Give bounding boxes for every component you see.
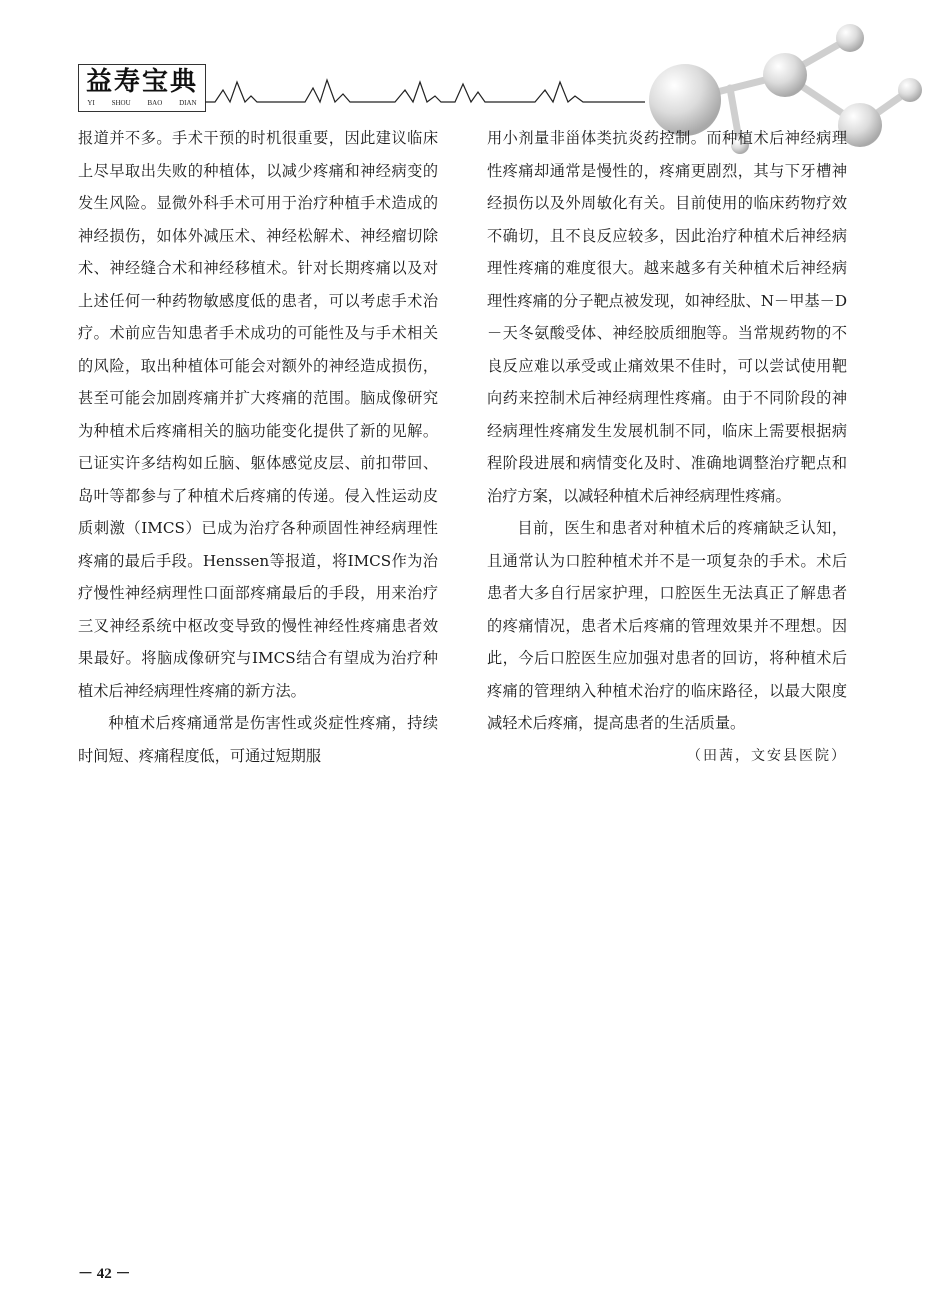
page-header xyxy=(0,0,950,130)
author-signature: （田茜，文安县医院） xyxy=(687,747,847,764)
logo-pinyin-syllable: DIAN xyxy=(179,99,197,107)
logo-pinyin-syllable: YI xyxy=(87,99,95,107)
article-paragraph: 种植术后疼痛通常是伤害性或炎症性疼痛，持续时间短、疼痛程度低，可通过短期服 xyxy=(78,714,438,765)
logo-pinyin xyxy=(79,99,205,107)
logo-pinyin-syllable: SHOU xyxy=(111,99,131,107)
page-number: － 42 － xyxy=(78,1266,131,1282)
logo-title: 益寿宝典 xyxy=(85,67,198,97)
article-column-right xyxy=(487,122,847,772)
heartbeat-line-decoration xyxy=(205,70,645,110)
article-column-left xyxy=(78,122,438,772)
article-paragraph: 目前，医生和患者对种植术后的疼痛缺乏认知，且通常认为口腔种植术并不是一项复杂的手术。术后患者大多自行居家护理，口腔医生无法真正了解患者的疼痛情况，患者术后疼痛的管理效果并不理想。因此，今后口腔医生应加强对患者的回访，将种植术后疼痛的管理纳入种植术治疗的临床路径，以最大限度减轻术后疼痛，提高患者的生活质量。 xyxy=(487,519,847,732)
article-paragraph: 报道并不多。手术干预的时机很重要，因此建议临床上尽早取出失败的种植体，以减少疼痛和神经病变的发生风险。显微外科手术可用于治疗种植手术造成的神经损伤，如体外减压术、神经松解术、神经瘤切除术、神经缝合术和神经移植术。针对长期疼痛以及对上述任何一种药物敏感度低的患者，可以考虑手术治疗。术前应告知患者手术成功的可能性及与手术相关的风险，取出种植体可能会对额外的神经造成损伤，甚至可能会加剧疼痛并扩大疼痛的范围。脑成像研究为种植术后疼痛相关的脑功能变化提供了新的见解。已证实许多结构如丘脑、躯体感觉皮层、前扣带回、岛叶等都参与了种植术后疼痛的传递。侵入性运动皮质刺激（IMCS）已成为治疗各种顽固性神经病理性疼痛的最后手段。Henssen等报道，将IMCS作为治疗慢性神经病理性口面部疼痛最后的手段，用来治疗三叉神经系统中枢改变导致的慢性神经性疼痛患者效果最好。将脑成像研究与IMCS结合有望成为治疗种植术后神经病理性疼痛的新方法。 xyxy=(78,129,438,700)
article-paragraph: 用小剂量非甾体类抗炎药控制。而种植术后神经病理性疼痛却通常是慢性的，疼痛更剧烈，其与下牙槽神经损伤以及外周敏化有关。目前使用的临床药物疗效不确切，且不良反应较多，因此治疗种植术后神经病理性疼痛的难度很大。越来越多有关种植术后神经病理性疼痛的分子靶点被发现，如神经肽、N－甲基－D－天冬氨酸受体、神经胶质细胞等。当常规药物的不良反应难以承受或止痛效果不佳时，可以尝试使用靶向药来控制术后神经病理性疼痛。由于不同阶段的神经病理性疼痛发生发展机制不同，临床上需要根据病程阶段进展和病情变化及时、准确地调整治疗靶点和治疗方案，以减轻种植术后神经病理性疼痛。 xyxy=(487,129,847,505)
logo-pinyin-syllable: BAO xyxy=(147,99,163,107)
magazine-logo xyxy=(78,64,206,112)
